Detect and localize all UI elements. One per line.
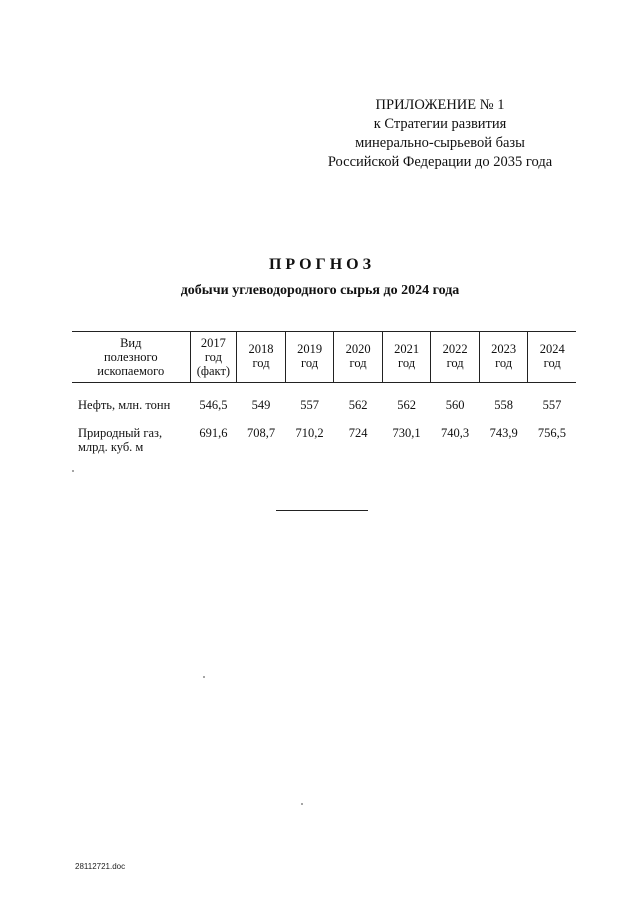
document-title: ПРОГНОЗ	[268, 256, 376, 273]
header-year-2023: 2023 год	[479, 332, 528, 383]
appendix-number: ПРИЛОЖЕНИЕ № 1	[375, 97, 505, 113]
document-filename: 28112721.doc	[75, 862, 126, 871]
table-row-gas	[72, 412, 576, 454]
header-year-2021: 2021 год	[382, 332, 431, 383]
header-year-2020: 2020 год	[334, 332, 382, 383]
header-year-2024: 2024 год	[528, 332, 576, 383]
appendix-line: Российской Федерации до 2035 года	[327, 154, 553, 170]
header-year-2019: 2019 год	[285, 332, 334, 383]
table-row-oil	[72, 383, 576, 413]
scan-speck	[203, 676, 205, 678]
appendix-line: к Стратегии развития	[373, 116, 507, 132]
scan-speck	[301, 803, 303, 805]
table-cell: 546,5	[199, 398, 228, 412]
table-cell: 724	[348, 426, 368, 440]
table-cell: 710,2	[295, 426, 324, 440]
table-cell: 560	[445, 398, 465, 412]
table-cell: 708,7	[246, 426, 276, 440]
table-cell: 562	[397, 398, 416, 412]
appendix-header	[300, 96, 580, 172]
table-cell: 740,3	[441, 426, 470, 440]
header-year-2022: 2022 год	[431, 332, 480, 383]
row-label: Природный газ, млрд. куб. м	[78, 426, 163, 454]
table-cell: 743,9	[489, 426, 518, 440]
table-cell: 562	[348, 398, 368, 412]
table-cell: 558	[494, 398, 514, 412]
table-header-row	[72, 332, 576, 383]
appendix-line: минерально-сырьевой базы	[355, 135, 525, 151]
separator-line	[276, 510, 368, 511]
table-cell: 557	[300, 398, 319, 412]
document-subtitle: добычи углеводородного сырья до 2024 года	[180, 283, 460, 298]
table-cell: 730,1	[392, 426, 421, 440]
table-cell: 691,6	[199, 426, 228, 440]
table-cell: 549	[251, 398, 271, 412]
row-label: Нефть, млн. тонн	[78, 398, 171, 412]
forecast-table	[72, 331, 576, 454]
header-year-2018: 2018 год	[237, 332, 286, 383]
header-resource-type: Вид полезного ископаемого	[72, 332, 190, 383]
table-cell: 756,5	[537, 426, 567, 440]
header-year-2017: 2017 год (факт)	[190, 332, 237, 383]
scan-speck	[72, 470, 74, 472]
table-cell: 557	[542, 398, 562, 412]
